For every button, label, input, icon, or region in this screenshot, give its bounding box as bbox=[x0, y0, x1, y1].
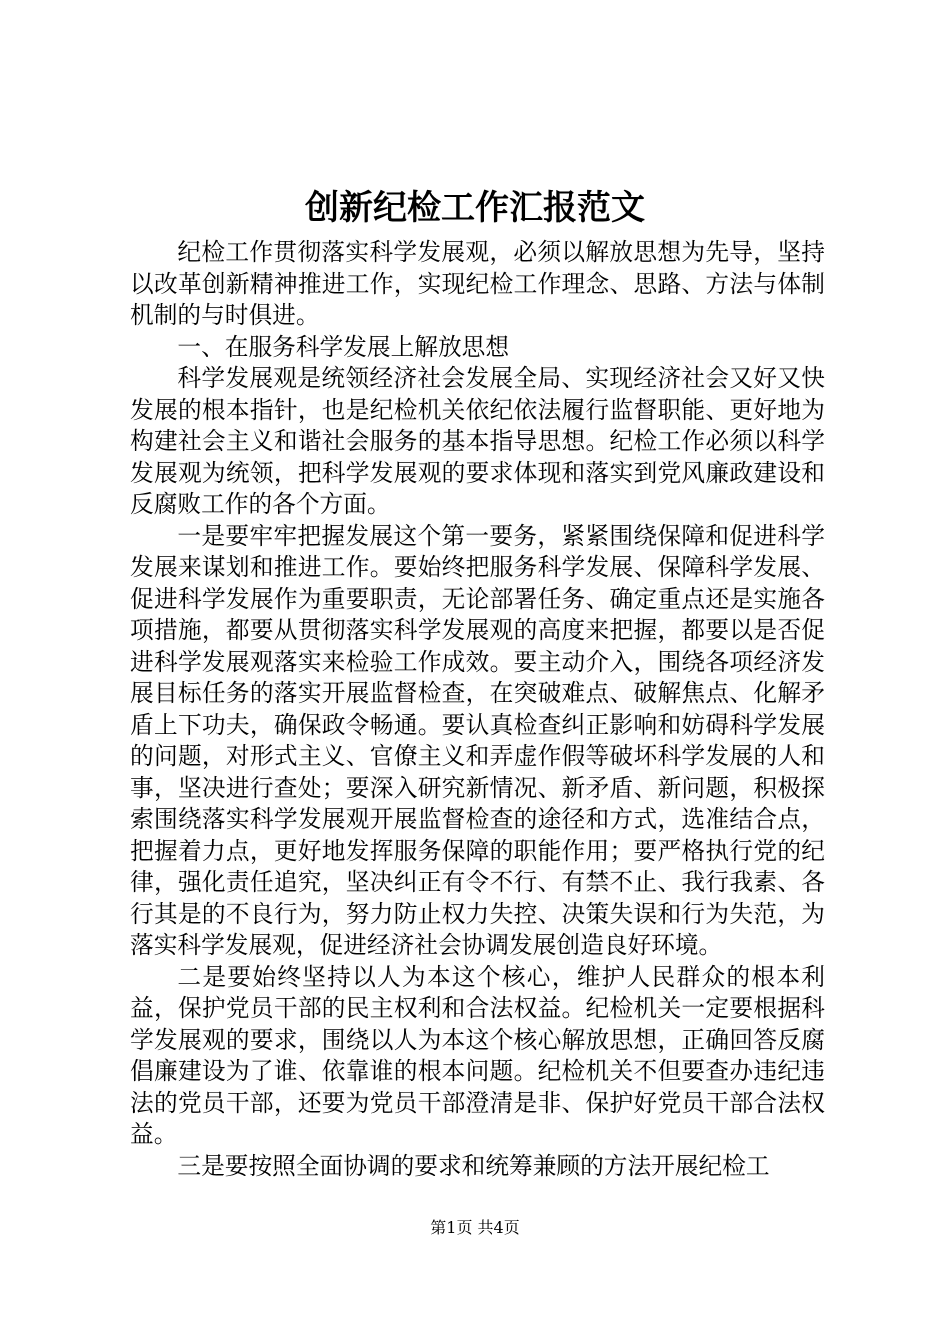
paragraph-point-1: 一是要牢牢把握发展这个第一要务，紧紧围绕保障和促进科学发展来谋划和推进工作。要始终把服务科学发展、保障科学发展、促进科学发展作为重要职责，无论部署任务、确定重点还是实施各项措施，都要从贯彻落实科学发展观的高度来把握，都要以是否促进科学发展观落实来检验工作成效。要主动介入，围绕各项经济发展目标任务的落实开展监督检查，在突破难点、破解焦点、化解矛盾上下功夫，确保政令畅通。要认真检查纠正影响和妨碍科学发展的问题，对形式主义、官僚主义和弄虚作假等破坏科学发展的人和事，坚决进行查处；要深入研究新情况、新矛盾、新问题，积极探索围绕落实科学发展观开展监督检查的途径和方式，选准结合点，把握着力点，更好地发挥服务保障的职能作用；要严格执行党的纪律，强化责任追究，坚决纠正有令不行、有禁不止、我行我素、各行其是的不良行为，努力防止权力失控、决策失误和行为失范，为落实科学发展观，促进经济社会协调发展创造良好环境。 bbox=[130, 521, 825, 959]
paragraph-section-1: 科学发展观是统领经济社会发展全局、实现经济社会又好又快发展的根本指针，也是纪检机关依纪依法履行监督职能、更好地为构建社会主义和谐社会服务的基本指导思想。纪检工作必须以科学发展观为统领，把科学发展观的要求体现和落实到党风廉政建设和反腐败工作的各个方面。 bbox=[130, 364, 825, 518]
paragraph-intro: 纪检工作贯彻落实科学发展观，必须以解放思想为先导，坚持以改革创新精神推进工作，实现纪检工作理念、思路、方法与体制机制的与时俱进。 bbox=[130, 238, 825, 329]
paragraph-point-3: 三是要按照全面协调的要求和统筹兼顾的方法开展纪检工 bbox=[177, 1151, 770, 1180]
document-body bbox=[130, 237, 825, 1182]
paragraph-point-2: 二是要始终坚持以人为本这个核心，维护人民群众的根本利益，保护党员干部的民主权利和合法权益。纪检机关一定要根据科学发展观的要求，围绕以人为本这个核心解放思想，正确回答反腐倡廉建设为了谁、依靠谁的根本问题。纪检机关不但要查办违纪违法的党员干部，还要为党员干部澄清是非、保护好党员干部合法权益。 bbox=[130, 962, 825, 1148]
page-footer: 第1页 共4页 bbox=[430, 1218, 520, 1237]
document-title: 创新纪检工作汇报范文 bbox=[305, 188, 645, 228]
section-heading-1: 一、在服务科学发展上解放思想 bbox=[177, 332, 510, 361]
